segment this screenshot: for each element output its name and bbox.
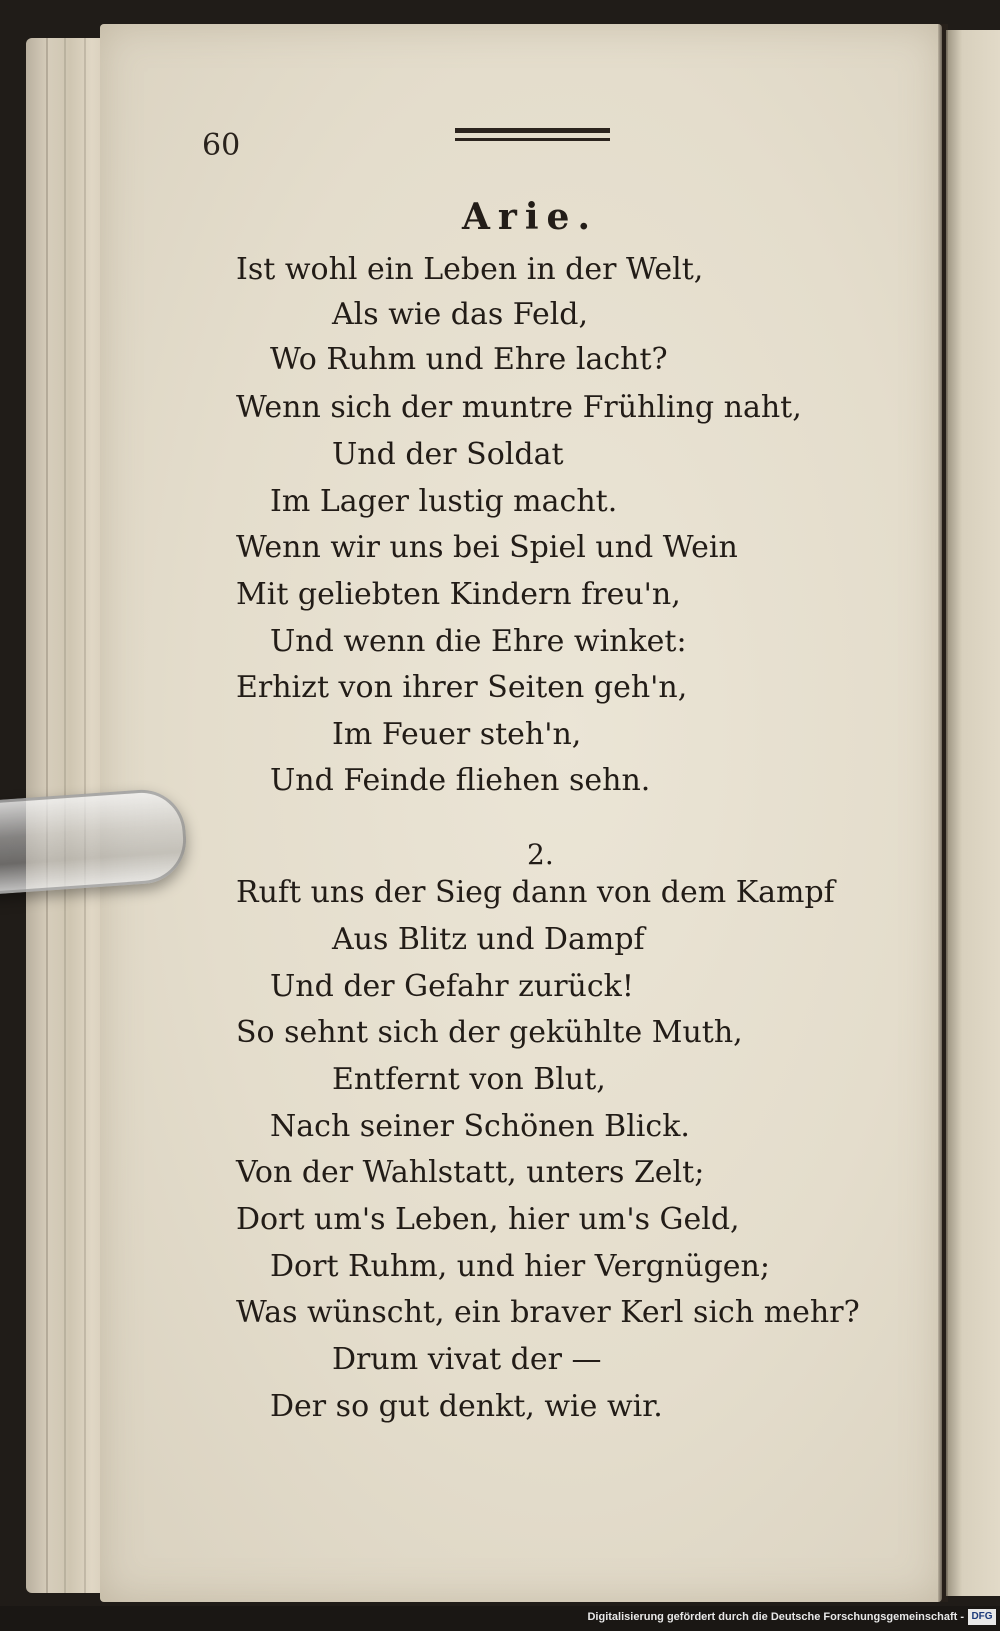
- verse-line: Wo Ruhm und Ehre lacht?: [270, 342, 668, 377]
- verse-line: So sehnt sich der gekühlte Muth,: [236, 1015, 743, 1050]
- verse-line: Und wenn die Ehre winket:: [270, 624, 687, 659]
- verse-line: Ruft uns der Sieg dann von dem Kampf: [236, 875, 835, 910]
- verse-line: Wenn sich der muntre Frühling naht,: [236, 390, 802, 425]
- verse-line: Und der Soldat: [332, 437, 564, 472]
- poem-title: Arie.: [461, 196, 598, 238]
- page-holder-clip: [0, 787, 189, 895]
- verse-line: Wenn wir uns bei Spiel und Wein: [236, 530, 738, 565]
- digitization-credit: Digitalisierung gefördert durch die Deutsche Forschungsgemeinschaft -: [587, 1611, 964, 1623]
- verse-line: Mit geliebten Kindern freu'n,: [236, 577, 681, 612]
- verse-line: Drum vivat der —: [332, 1342, 602, 1377]
- verse-line: Entfernt von Blut,: [332, 1062, 606, 1097]
- facing-page-edge: [946, 30, 1000, 1596]
- dfg-logo: DFG: [968, 1609, 996, 1625]
- header-rule: [455, 128, 610, 146]
- verse-line: Im Feuer steh'n,: [332, 717, 582, 752]
- verse-line: Erhizt von ihrer Seiten geh'n,: [236, 670, 688, 705]
- page-number: 60: [202, 128, 241, 163]
- verse-line: Dort um's Leben, hier um's Geld,: [236, 1202, 740, 1237]
- verse-line: Und Feinde fliehen sehn.: [270, 763, 651, 798]
- book-gutter: [938, 24, 948, 1602]
- verse-line: Als wie das Feld,: [332, 297, 589, 332]
- verse-line: Und der Gefahr zurück!: [270, 969, 634, 1004]
- stanza-number: 2.: [527, 838, 554, 871]
- verse-line: Was wünscht, ein braver Kerl sich mehr?: [236, 1295, 860, 1330]
- verse-line: Dort Ruhm, und hier Vergnügen;: [270, 1249, 770, 1284]
- verse-line: Der so gut denkt, wie wir.: [270, 1389, 663, 1424]
- verse-line: Von der Wahlstatt, unters Zelt;: [236, 1155, 705, 1190]
- verse-line: Aus Blitz und Dampf: [332, 922, 645, 957]
- verse-line: Ist wohl ein Leben in der Welt,: [236, 252, 704, 287]
- verse-line: Nach seiner Schönen Blick.: [270, 1109, 690, 1144]
- verse-line: Im Lager lustig macht.: [270, 484, 618, 519]
